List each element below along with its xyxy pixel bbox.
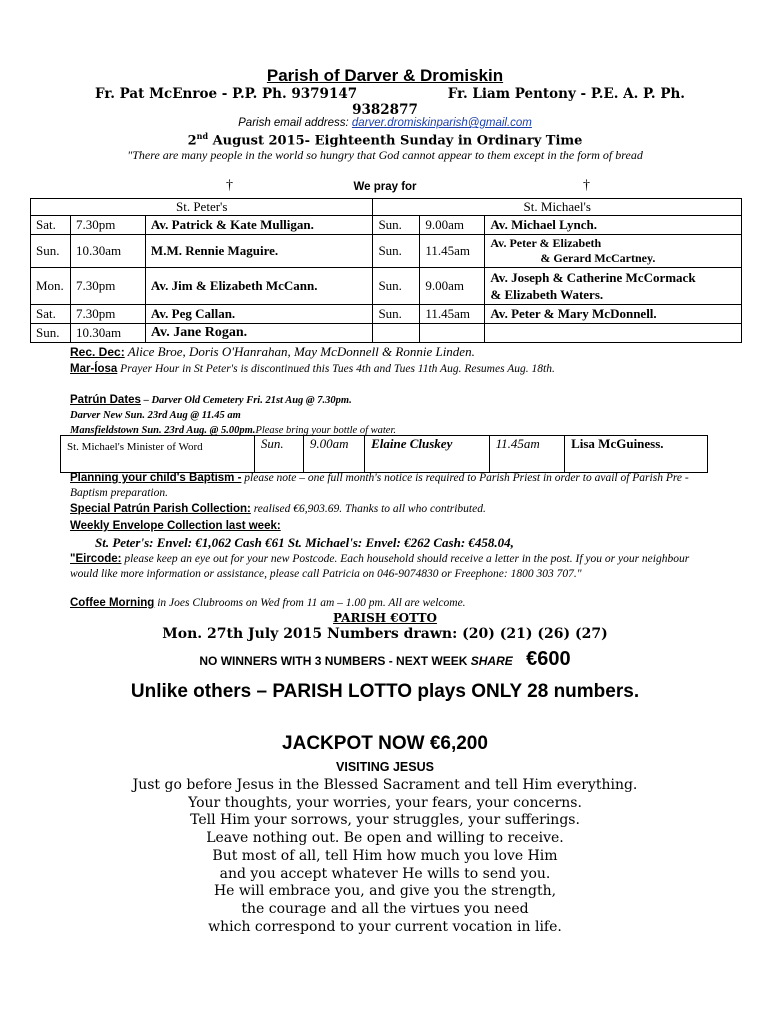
minister-name-1: Elaine Cluskey xyxy=(365,436,490,473)
pray-for-row xyxy=(0,178,770,198)
time-cell: 9.00am xyxy=(420,216,485,235)
lotto-unlike-others: Unlike others – PARISH LOTTO plays ONLY 28 numbers. xyxy=(130,681,640,702)
share-text: SHARE xyxy=(470,654,513,668)
day-cell: Sun. xyxy=(373,235,420,268)
weekly-collection-label: Weekly Envelope Collection last week: xyxy=(70,520,281,532)
weekly-collection-label-line xyxy=(70,519,720,534)
day-cell: Sun. xyxy=(31,324,71,343)
lotto-no-winners xyxy=(0,648,770,671)
patrun-label: Patrún Dates xyxy=(70,394,141,406)
we-pray-for: We pray for xyxy=(353,181,417,193)
st-michaels-header: St. Michael's xyxy=(373,199,742,216)
patrun-dates xyxy=(70,393,720,438)
intention-cell: Av. Peg Callan. xyxy=(145,305,373,324)
cross-left-icon: † xyxy=(226,178,233,193)
weekly-collection-amounts: St. Peter's: Envel: €1,062 Cash €61 St. Michael's: Envel: €262 Cash: €458.04, xyxy=(95,535,514,550)
minister-time-2: 11.45am xyxy=(489,436,565,473)
time-cell: 11.45am xyxy=(420,235,485,268)
eircode-notice xyxy=(70,552,720,582)
intention-cell: Av. Peter & Mary McDonnell. xyxy=(485,305,742,324)
day-cell: Sun. xyxy=(373,305,420,324)
lotto-draw: Mon. 27th July 2015 Numbers drawn: (20) (21) (26) (27) xyxy=(162,626,608,642)
time-cell: 7.30pm xyxy=(70,216,145,235)
minister-day: Sun. xyxy=(254,436,303,473)
baptism-notice xyxy=(70,471,720,501)
day-cell: Sun. xyxy=(373,216,420,235)
poem-line: Your thoughts, your worries, your fears, your concerns. xyxy=(188,794,582,811)
intention-line: Av. Joseph & Catherine McCormack xyxy=(490,270,696,285)
mar-iosa-text: Prayer Hour in St Peter's is discontinued this Tues 4th and Tues 11th Aug. Resumes Aug. 18th. xyxy=(117,363,555,375)
minister-time-1: 9.00am xyxy=(303,436,364,473)
visiting-jesus-title: VISITING JESUS xyxy=(336,760,434,774)
patrun-line-2: Darver New Sun. 23rd Aug @ 11.45 am xyxy=(70,410,241,421)
intention-cell: Av. Jim & Elizabeth McCann. xyxy=(145,268,373,305)
email-link[interactable]: darver.dromiskinparish@gmail.com xyxy=(351,117,532,129)
table-row xyxy=(31,324,742,343)
poem-line: Tell Him your sorrows, your struggles, your sufferings. xyxy=(190,812,580,829)
baptism-label: Planning your child's Baptism - xyxy=(70,472,242,484)
sunday-date xyxy=(0,131,770,148)
date-day: 2 xyxy=(187,133,197,149)
intention-line: & Elizabeth Waters. xyxy=(490,287,604,302)
eircode-text: please keep an eye out for your new Postcode. Each household should receive a letter in the post. If you or your neighbour would like more information or assistance, please call Patricia on 046-9074830 or Freephone: 1800 303 707." xyxy=(70,553,690,580)
poem-line: But most of all, tell Him how much you love Him xyxy=(212,847,558,864)
cross-right-icon: † xyxy=(583,178,590,193)
mass-intentions-table xyxy=(30,198,742,343)
day-cell: Sat. xyxy=(31,305,71,324)
visiting-jesus-text xyxy=(0,777,770,936)
parish-priest: Fr. Pat McEnroe - P.P. Ph. 9379147 xyxy=(95,86,358,102)
coffee-morning-label: Coffee Morning xyxy=(70,597,155,609)
lotto-title: PARISH €OTTO xyxy=(333,611,437,625)
poem-line: He will embrace you, and give you the strength, xyxy=(213,883,557,900)
time-cell: 10.30am xyxy=(70,235,145,268)
parish-title: Parish of Darver & Dromiskin xyxy=(266,66,504,85)
intention-cell xyxy=(485,324,742,343)
table-row xyxy=(61,436,708,473)
patrun-line-1: – Darver Old Cemetery Fri. 21st Aug @ 7.30pm. xyxy=(140,395,352,406)
special-collection xyxy=(70,502,720,517)
baptism-text: please note – one full month's notice is required to Parish Priest in order to avail of Parish Pre - Baptism preparation. xyxy=(70,472,689,499)
intention-line: & Gerard McCartney. xyxy=(540,251,656,265)
recently-deceased xyxy=(70,344,720,360)
table-row xyxy=(31,216,742,235)
lotto-jackpot: JACKPOT NOW €6,200 xyxy=(282,733,488,754)
no-winners-text: NO WINNERS WITH 3 NUMBERS - NEXT WEEK xyxy=(199,654,471,668)
minister-of-word-table xyxy=(60,435,708,473)
intention-cell xyxy=(485,235,742,268)
eircode-label: "Eircode: xyxy=(70,553,122,565)
day-cell: Sat. xyxy=(31,216,71,235)
poem-line: Leave nothing out. Be open and willing to receive. xyxy=(206,830,564,847)
email-label: Parish email address: xyxy=(238,117,352,129)
day-cell: Sun. xyxy=(373,268,420,305)
time-cell: 10.30am xyxy=(70,324,145,343)
poem-line: Just go before Jesus in the Blessed Sacrament and tell Him everything. xyxy=(132,777,638,793)
time-cell: 7.30pm xyxy=(70,305,145,324)
intention-cell: Av. Patrick & Kate Mulligan. xyxy=(145,216,373,235)
intention-cell xyxy=(485,268,742,305)
day-cell xyxy=(373,324,420,343)
time-cell: 9.00am xyxy=(420,268,485,305)
rec-dec-text: Alice Broe, Doris O'Hanrahan, May McDonnell & Ronnie Linden. xyxy=(124,344,475,359)
minister-name-2: Lisa McGuiness. xyxy=(565,436,708,473)
patrun-line-3: Mansfieldstown Sun. 23rd Aug. @ 5.00pm. xyxy=(70,425,256,436)
assistant-priest-phone: 9382877 xyxy=(352,102,418,118)
priests-line xyxy=(95,86,685,103)
intention-cell: Av. Michael Lynch. xyxy=(485,216,742,235)
special-collection-text: realised €6,903.69. Thanks to all who contributed. xyxy=(250,503,486,515)
day-cell: Mon. xyxy=(31,268,71,305)
share-amount: €600 xyxy=(526,648,571,670)
intention-cell: M.M. Rennie Maguire. xyxy=(145,235,373,268)
intention-line: Av. Peter & Elizabeth xyxy=(490,236,602,250)
assistant-priest: Fr. Liam Pentony - P.E. A. P. Ph. xyxy=(447,86,685,102)
table-row xyxy=(31,305,742,324)
coffee-morning-text: in Joes Clubrooms on Wed from 11 am – 1.00 pm. All are welcome. xyxy=(154,597,466,609)
quote: "There are many people in the world so hungry that God cannot appear to them except in the form of bread xyxy=(127,148,643,162)
time-cell: 7.30pm xyxy=(70,268,145,305)
mar-iosa-label: Mar-Íosa xyxy=(70,363,118,375)
minister-label: St. Michael's Minister of Word xyxy=(61,436,255,473)
rec-dec-label: Rec. Dec: xyxy=(70,345,125,359)
poem-line: and you accept whatever He wills to send you. xyxy=(219,865,551,882)
table-row xyxy=(31,268,742,305)
patrun-water-note: Please bring your bottle of water. xyxy=(255,425,397,436)
date-suffix: nd xyxy=(196,131,209,141)
mar-iosa-notice xyxy=(70,362,720,377)
st-peters-header: St. Peter's xyxy=(31,199,373,216)
time-cell: 11.45am xyxy=(420,305,485,324)
day-cell: Sun. xyxy=(31,235,71,268)
coffee-morning xyxy=(70,596,720,611)
intention-cell: Av. Jane Rogan. xyxy=(145,324,373,343)
table-header-row xyxy=(31,199,742,216)
table-row xyxy=(31,235,742,268)
poem-line: which correspond to your current vocation in life. xyxy=(208,918,562,935)
poem-line: the courage and all the virtues you need xyxy=(241,900,529,917)
time-cell xyxy=(420,324,485,343)
special-collection-label: Special Patrún Parish Collection: xyxy=(70,503,251,515)
date-text: August 2015- Eighteenth Sunday in Ordinary Time xyxy=(208,133,583,149)
email-line xyxy=(0,117,770,129)
